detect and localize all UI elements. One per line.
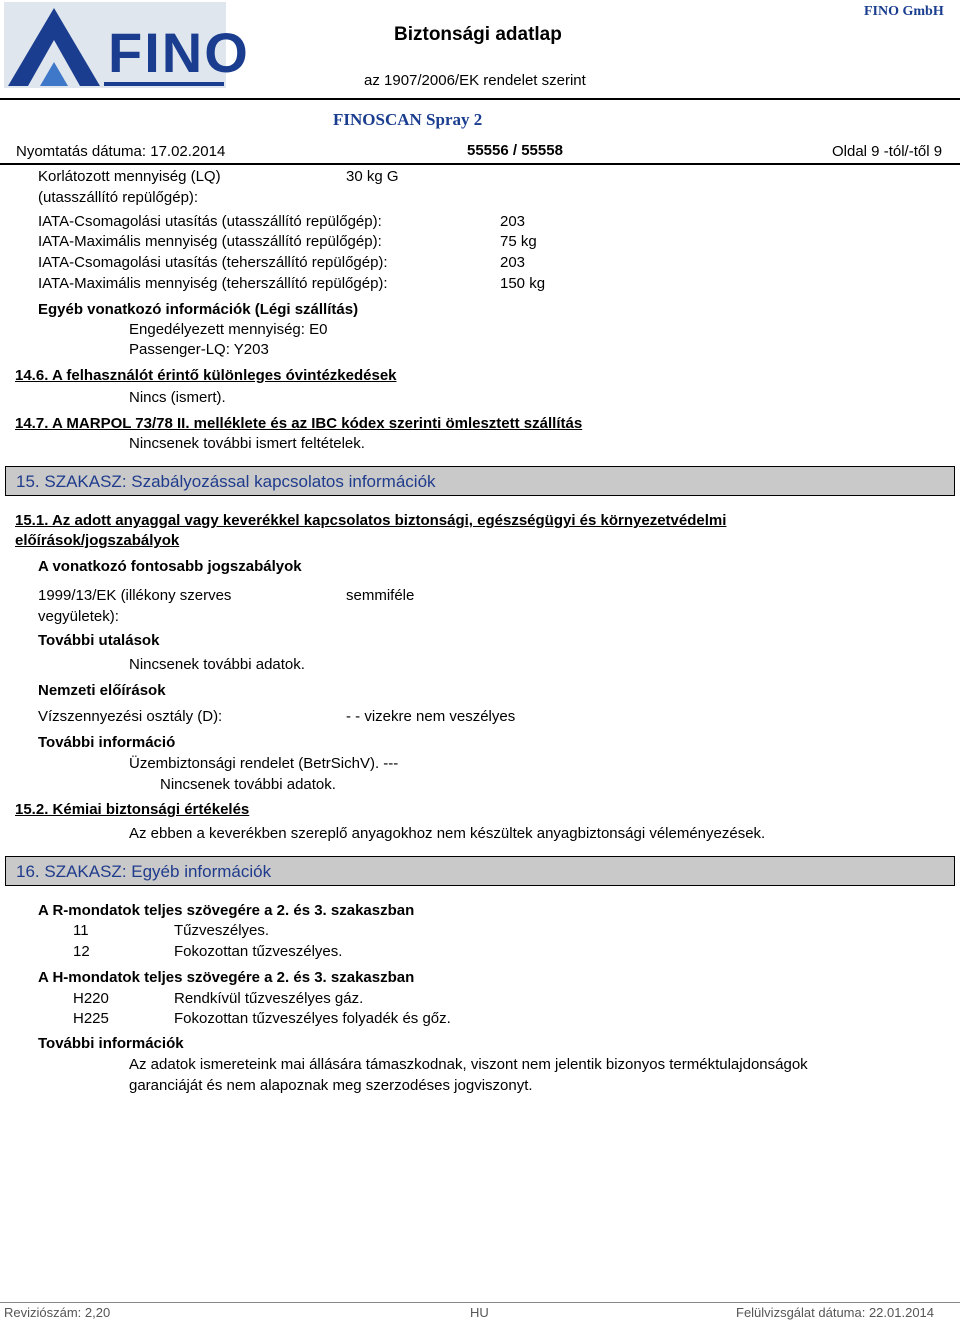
further-info-line: Nincsenek további adatok.: [160, 776, 336, 793]
company-logo: [4, 2, 250, 88]
air-other-line: Passenger-LQ: Y203: [129, 341, 269, 358]
iata-row-label: IATA-Csomagolási utasítás (utasszállító repülőgép):: [38, 213, 382, 230]
h-phrase-text: Rendkívül tűzveszélyes gáz.: [174, 990, 364, 1007]
section-16-bar: [5, 856, 955, 886]
r-phrase-text: Fokozottan tűzveszélyes.: [174, 943, 343, 960]
document-title: Biztonsági adatlap: [394, 24, 562, 45]
header-rule-bottom: [0, 163, 960, 165]
further-refs-heading: További utalások: [38, 632, 160, 649]
s14-7-heading: 14.7. A MARPOL 73/78 II. melléklete és az IBC kódex szerinti ömlesztett szállítás: [15, 415, 583, 432]
company-name: FINO GmbH: [864, 4, 944, 19]
logo-text: FINO: [108, 21, 250, 84]
iata-row-label: IATA-Csomagolási utasítás (teherszállító repülőgép):: [38, 254, 388, 271]
national-heading: Nemzeti előírások: [38, 682, 166, 699]
iata-row-value: 150 kg: [500, 275, 546, 292]
wgk-value: - - vizekre nem veszélyes: [346, 708, 516, 725]
voc-value: semmiféle: [346, 587, 415, 604]
r-phrase-code: 12: [73, 943, 90, 960]
product-name: FINOSCAN Spray 2: [333, 110, 483, 129]
section-15-title: 15. SZAKASZ: Szabályozással kapcsolatos információk: [16, 472, 436, 491]
revision-number: Reviziószám: 2,20: [4, 1305, 111, 1320]
s14-6-text: Nincs (ismert).: [129, 389, 226, 406]
lq-label: Korlátozott mennyiség (LQ): [38, 168, 221, 185]
lq-value: 30 kg G: [346, 168, 399, 185]
page-info: Oldal 9 -tól/-től 9: [832, 143, 943, 160]
header-rule-top: [0, 98, 960, 100]
h-phrase-code: H220: [73, 990, 109, 1007]
product-codes: 55556 / 55558: [467, 142, 563, 159]
footer-rule: [0, 1302, 960, 1303]
print-date: Nyomtatás dátuma: 17.02.2014: [16, 143, 226, 160]
further-info-line: Üzembiztonsági rendelet (BetrSichV). ---: [129, 755, 399, 772]
section-15-bar: [5, 466, 955, 496]
air-other-heading: Egyéb vonatkozó információk (Légi szállítás): [38, 301, 359, 318]
s15-2-text: Az ebben a keverékben szereplő anyagokhoz nem készültek anyagbiztonsági véleményezések.: [129, 825, 766, 842]
additional-info-text: Az adatok ismereteink mai állására támaszkodnak, viszont nem jelentik bizonyos terméktulajdonságok: [129, 1056, 808, 1073]
s14-7-text: Nincsenek további ismert feltételek.: [129, 435, 365, 452]
further-refs-text: Nincsenek további adatok.: [129, 656, 305, 673]
iata-row-value: 203: [500, 213, 526, 230]
regulation-subtitle: az 1907/2006/EK rendelet szerint: [364, 72, 586, 89]
air-other-line: Engedélyezett mennyiség: E0: [129, 321, 328, 338]
iata-row-value: 75 kg: [500, 233, 537, 250]
iata-row-label: IATA-Maximális mennyiség (teherszállító repülőgép):: [38, 275, 388, 292]
s15-1-heading: 15.1. Az adott anyaggal vagy keverékkel kapcsolatos biztonsági, egészségügyi és környezetvédelmi: [15, 512, 727, 529]
h-phrase-code: H225: [73, 1010, 109, 1027]
review-date: Felülvizsgálat dátuma: 22.01.2014: [736, 1305, 935, 1320]
r-phrase-text: Tűzveszélyes.: [174, 922, 270, 939]
wgk-label: Vízszennyezési osztály (D):: [38, 708, 223, 725]
s14-6-heading: 14.6. A felhasználót érintő különleges óvintézkedések: [15, 367, 397, 384]
additional-info-text-cont: garanciáját és nem alapoznak meg szerzodéses jogviszonyt.: [129, 1077, 533, 1094]
voc-label-cont: vegyületek):: [38, 608, 119, 625]
section-16-title: 16. SZAKASZ: Egyéb információk: [16, 862, 272, 881]
further-info-heading: További információ: [38, 734, 176, 751]
s15-1-heading-cont: előírások/jogszabályok: [15, 532, 180, 549]
iata-row-value: 203: [500, 254, 526, 271]
language-code: HU: [470, 1305, 489, 1320]
h-phrase-text: Fokozottan tűzveszélyes folyadék és gőz.: [174, 1010, 451, 1027]
lq-label-cont: (utasszállító repülőgép):: [38, 189, 199, 206]
additional-info-heading: További információk: [38, 1035, 184, 1052]
h-phrases-heading: A H-mondatok teljes szövegére a 2. és 3. szakaszban: [38, 969, 415, 986]
voc-label: 1999/13/EK (illékony szerves: [38, 587, 232, 604]
r-phrase-code: 11: [73, 922, 89, 939]
iata-row-label: IATA-Maximális mennyiség (utasszállító repülőgép):: [38, 233, 382, 250]
eu-regulations-heading: A vonatkozó fontosabb jogszabályok: [38, 558, 302, 575]
r-phrases-heading: A R-mondatok teljes szövegére a 2. és 3. szakaszban: [38, 902, 415, 919]
s15-2-heading: 15.2. Kémiai biztonsági értékelés: [15, 801, 250, 818]
